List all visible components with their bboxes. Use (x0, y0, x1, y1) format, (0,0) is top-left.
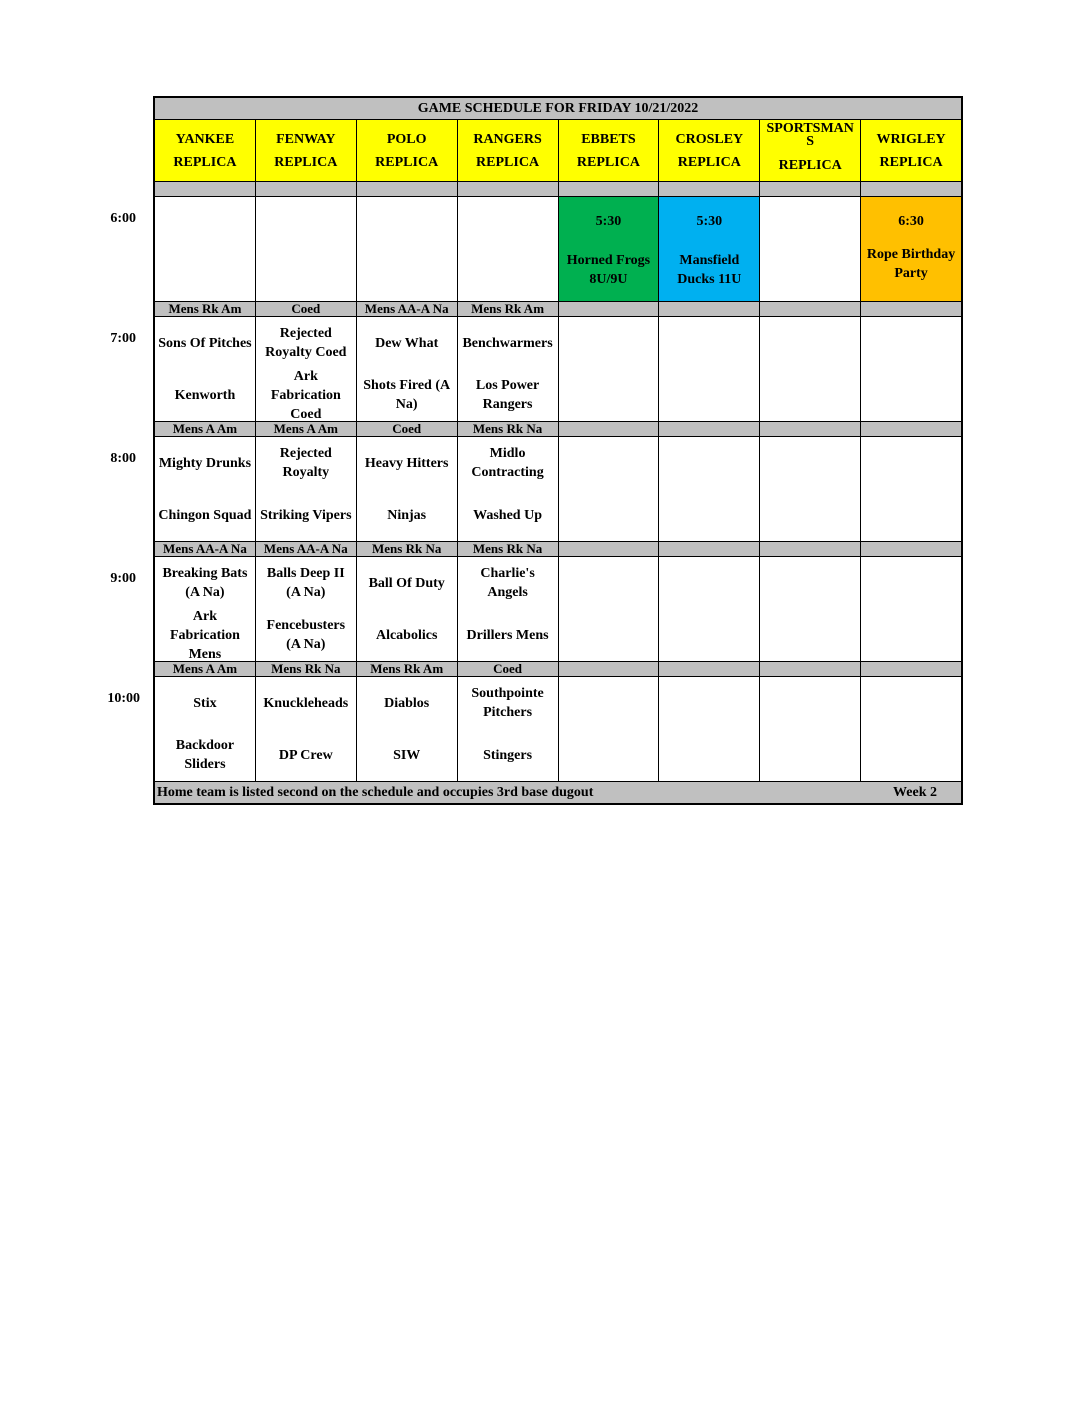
game-cell (760, 317, 861, 421)
team-home (760, 249, 860, 301)
team-away (357, 197, 457, 249)
division-label (559, 302, 660, 316)
team-away: Rejected Royalty Coed (265, 326, 347, 360)
team-home (659, 369, 759, 421)
division-label: Mens Rk Am (155, 302, 256, 316)
game-cell (458, 677, 559, 781)
team-away (861, 557, 961, 609)
team-away (256, 197, 356, 249)
slot-row-6 (155, 197, 961, 302)
team-home: Chingon Squad (158, 507, 252, 523)
game-cell (861, 557, 961, 661)
team-home (760, 489, 860, 541)
game-cell (659, 437, 760, 541)
team-away (155, 197, 255, 249)
division-label: Mens AA-A Na (155, 542, 256, 556)
game-cell (155, 557, 256, 661)
team-home (256, 249, 356, 301)
game-cell (357, 677, 458, 781)
slot-row-10 (155, 677, 961, 782)
team-home (659, 489, 759, 541)
event-name: Horned Frogs 8U/9U (566, 253, 651, 287)
team-away (861, 317, 961, 369)
division-label: Mens Rk Am (458, 302, 559, 316)
team-away: Breaking Bats (A Na) (162, 566, 248, 600)
game-cell (458, 317, 559, 421)
team-home (861, 369, 961, 421)
team-away (861, 677, 961, 729)
field-yankee (155, 120, 256, 181)
team-away: Charlie's Angels (480, 566, 535, 600)
game-cell-wrigley-special (861, 197, 961, 301)
game-cell (256, 437, 357, 541)
game-cell (559, 677, 660, 781)
team-home: Los Power Rangers (475, 378, 540, 412)
game-cell (861, 317, 961, 421)
field-name: SPORTSMAN (766, 121, 854, 136)
team-home (861, 729, 961, 781)
game-cell-crosley-special (659, 197, 760, 301)
team-home (760, 729, 860, 781)
division-label: Mens A Am (155, 422, 256, 436)
game-cell (256, 197, 357, 301)
team-home: Ninjas (387, 507, 427, 523)
time-label-6: 6:00 (110, 211, 136, 226)
division-label: Mens Rk Na (357, 542, 458, 556)
field-type: REPLICA (677, 154, 741, 170)
game-cell (458, 197, 559, 301)
division-label: Mens AA-A Na (256, 542, 357, 556)
team-away: Rejected Royalty (279, 446, 332, 480)
team-away (559, 317, 659, 369)
team-home (559, 369, 659, 421)
team-away (559, 677, 659, 729)
team-home (861, 489, 961, 541)
division-label: Mens Rk Na (256, 662, 357, 676)
schedule-table (153, 96, 963, 805)
game-cell (559, 437, 660, 541)
field-type: REPLICA (375, 154, 439, 170)
team-home: Stingers (483, 747, 533, 763)
division-label: Mens A Am (155, 662, 256, 676)
game-cell (458, 557, 559, 661)
field-name: CROSLEY (675, 131, 744, 147)
team-away: Benchwarmers (462, 335, 553, 351)
division-cell (357, 182, 458, 196)
team-away: Southpointe Pitchers (471, 686, 544, 720)
team-home: Ark Fabrication Mens (169, 609, 240, 661)
game-cell (760, 677, 861, 781)
field-name: FENWAY (276, 131, 336, 147)
field-name: EBBETS (581, 131, 636, 147)
team-away (760, 317, 860, 369)
game-cell (760, 437, 861, 541)
slot-row-9 (155, 557, 961, 662)
team-away: Sons Of Pitches (158, 335, 252, 351)
field-header-row (155, 120, 961, 182)
field-type: REPLICA (778, 158, 842, 173)
division-row-1 (155, 182, 961, 197)
team-away (760, 197, 860, 249)
field-type: REPLICA (274, 154, 338, 170)
game-cell (256, 317, 357, 421)
field-crosley (659, 120, 760, 181)
division-label (559, 662, 660, 676)
division-row-4 (155, 542, 961, 557)
field-type: REPLICA (879, 154, 943, 170)
division-label (760, 662, 861, 676)
division-label (559, 542, 660, 556)
field-fenway (256, 120, 357, 181)
team-away: Mighty Drunks (158, 455, 252, 471)
field-polo (357, 120, 458, 181)
team-away: Knuckleheads (263, 695, 349, 711)
team-home: Alcabolics (375, 627, 438, 643)
game-cell (559, 317, 660, 421)
team-home (155, 249, 255, 301)
team-home (559, 609, 659, 661)
game-cell-ebbets-special (559, 197, 660, 301)
start-time: 5:30 (595, 213, 622, 229)
division-cell (559, 182, 660, 196)
slot-row-7 (155, 317, 961, 422)
division-cell (760, 182, 861, 196)
team-home: Washed Up (473, 507, 542, 523)
team-away: Heavy Hitters (364, 455, 449, 471)
team-away: Dew What (375, 335, 439, 351)
slot-row-8 (155, 437, 961, 542)
division-label (861, 422, 961, 436)
team-home: Striking Vipers (260, 507, 352, 523)
game-cell (861, 437, 961, 541)
field-wrigley (861, 120, 961, 181)
team-home: Shots Fired (A Na) (363, 378, 451, 412)
team-away (659, 557, 759, 609)
team-home: DP Crew (278, 747, 333, 763)
division-label (760, 302, 861, 316)
time-label-7: 7:00 (110, 331, 136, 346)
division-label (659, 302, 760, 316)
team-away (861, 437, 961, 489)
event-name: Mansfield Ducks 11U (677, 253, 742, 287)
division-cell (861, 182, 961, 196)
game-cell (155, 317, 256, 421)
division-label (559, 422, 660, 436)
division-label: Coed (458, 662, 559, 676)
field-name: YANKEE (175, 131, 235, 147)
division-label (861, 662, 961, 676)
start-time: 5:30 (696, 213, 723, 229)
division-label: Mens AA-A Na (357, 302, 458, 316)
team-home (861, 609, 961, 661)
division-label (861, 542, 961, 556)
division-label: Mens Rk Am (357, 662, 458, 676)
team-home: Backdoor Sliders (175, 738, 235, 772)
team-away (760, 557, 860, 609)
division-cell (256, 182, 357, 196)
game-cell (659, 557, 760, 661)
team-away (760, 677, 860, 729)
division-cell (155, 182, 256, 196)
team-away (659, 437, 759, 489)
division-cell (458, 182, 559, 196)
team-away (559, 557, 659, 609)
team-home: Drillers Mens (466, 627, 549, 643)
game-cell (659, 317, 760, 421)
game-cell (155, 197, 256, 301)
team-away: Stix (193, 695, 217, 711)
field-name-wrap: S (806, 134, 815, 149)
game-cell (155, 437, 256, 541)
team-away: Balls Deep II (A Na) (266, 566, 345, 600)
division-label: Mens A Am (256, 422, 357, 436)
division-label: Mens Rk Na (458, 422, 559, 436)
home-team-note: Home team is listed second on the schedule and occupies 3rd base dugout (157, 785, 594, 800)
division-row-3 (155, 422, 961, 437)
field-type: REPLICA (576, 154, 640, 170)
team-home (760, 609, 860, 661)
team-away (458, 197, 558, 249)
footer-row (155, 782, 961, 803)
team-away (659, 317, 759, 369)
field-ebbets (559, 120, 660, 181)
team-home (659, 609, 759, 661)
team-home (659, 729, 759, 781)
division-label (659, 662, 760, 676)
game-cell (357, 317, 458, 421)
division-label: Coed (256, 302, 357, 316)
team-away (659, 677, 759, 729)
game-cell (760, 197, 861, 301)
division-row-5 (155, 662, 961, 677)
team-away (760, 437, 860, 489)
start-time: 6:30 (898, 213, 924, 229)
game-cell (760, 557, 861, 661)
schedule-title: GAME SCHEDULE FOR FRIDAY 10/21/2022 (155, 98, 961, 120)
division-label (760, 422, 861, 436)
game-cell (256, 557, 357, 661)
team-away (559, 437, 659, 489)
division-label (659, 422, 760, 436)
field-rangers (458, 120, 559, 181)
game-cell (458, 437, 559, 541)
division-label (861, 302, 961, 316)
game-cell (357, 437, 458, 541)
game-cell (861, 677, 961, 781)
division-row-2 (155, 302, 961, 317)
team-home (559, 729, 659, 781)
field-sportsmans (760, 120, 861, 181)
division-label (760, 542, 861, 556)
team-home (458, 249, 558, 301)
game-cell (155, 677, 256, 781)
division-label (659, 542, 760, 556)
game-cell (559, 557, 660, 661)
team-home: Kenworth (174, 387, 236, 403)
division-cell (659, 182, 760, 196)
team-home: SIW (393, 747, 421, 763)
time-label-9: 9:00 (110, 571, 136, 586)
team-away: Diablos (384, 695, 430, 711)
time-label-8: 8:00 (110, 451, 136, 466)
field-type: REPLICA (173, 154, 237, 170)
field-type: REPLICA (476, 154, 540, 170)
team-away: Ball Of Duty (368, 575, 445, 591)
event-name: Rope Birthday Party (866, 247, 956, 281)
division-label: Mens Rk Na (458, 542, 559, 556)
time-label-10: 10:00 (107, 691, 140, 706)
game-cell (357, 557, 458, 661)
team-home: Ark Fabrication Coed (270, 369, 341, 421)
team-home (559, 489, 659, 541)
field-name: WRIGLEY (876, 131, 946, 147)
field-name: RANGERS (473, 131, 542, 147)
team-away: Midlo Contracting (471, 446, 544, 480)
week-label: Week 2 (893, 785, 937, 800)
game-cell (357, 197, 458, 301)
team-home (357, 249, 457, 301)
team-home: Fencebusters (A Na) (266, 618, 346, 652)
field-name: POLO (386, 131, 427, 147)
game-cell (659, 677, 760, 781)
division-label: Coed (357, 422, 458, 436)
team-home (760, 369, 860, 421)
game-cell (256, 677, 357, 781)
